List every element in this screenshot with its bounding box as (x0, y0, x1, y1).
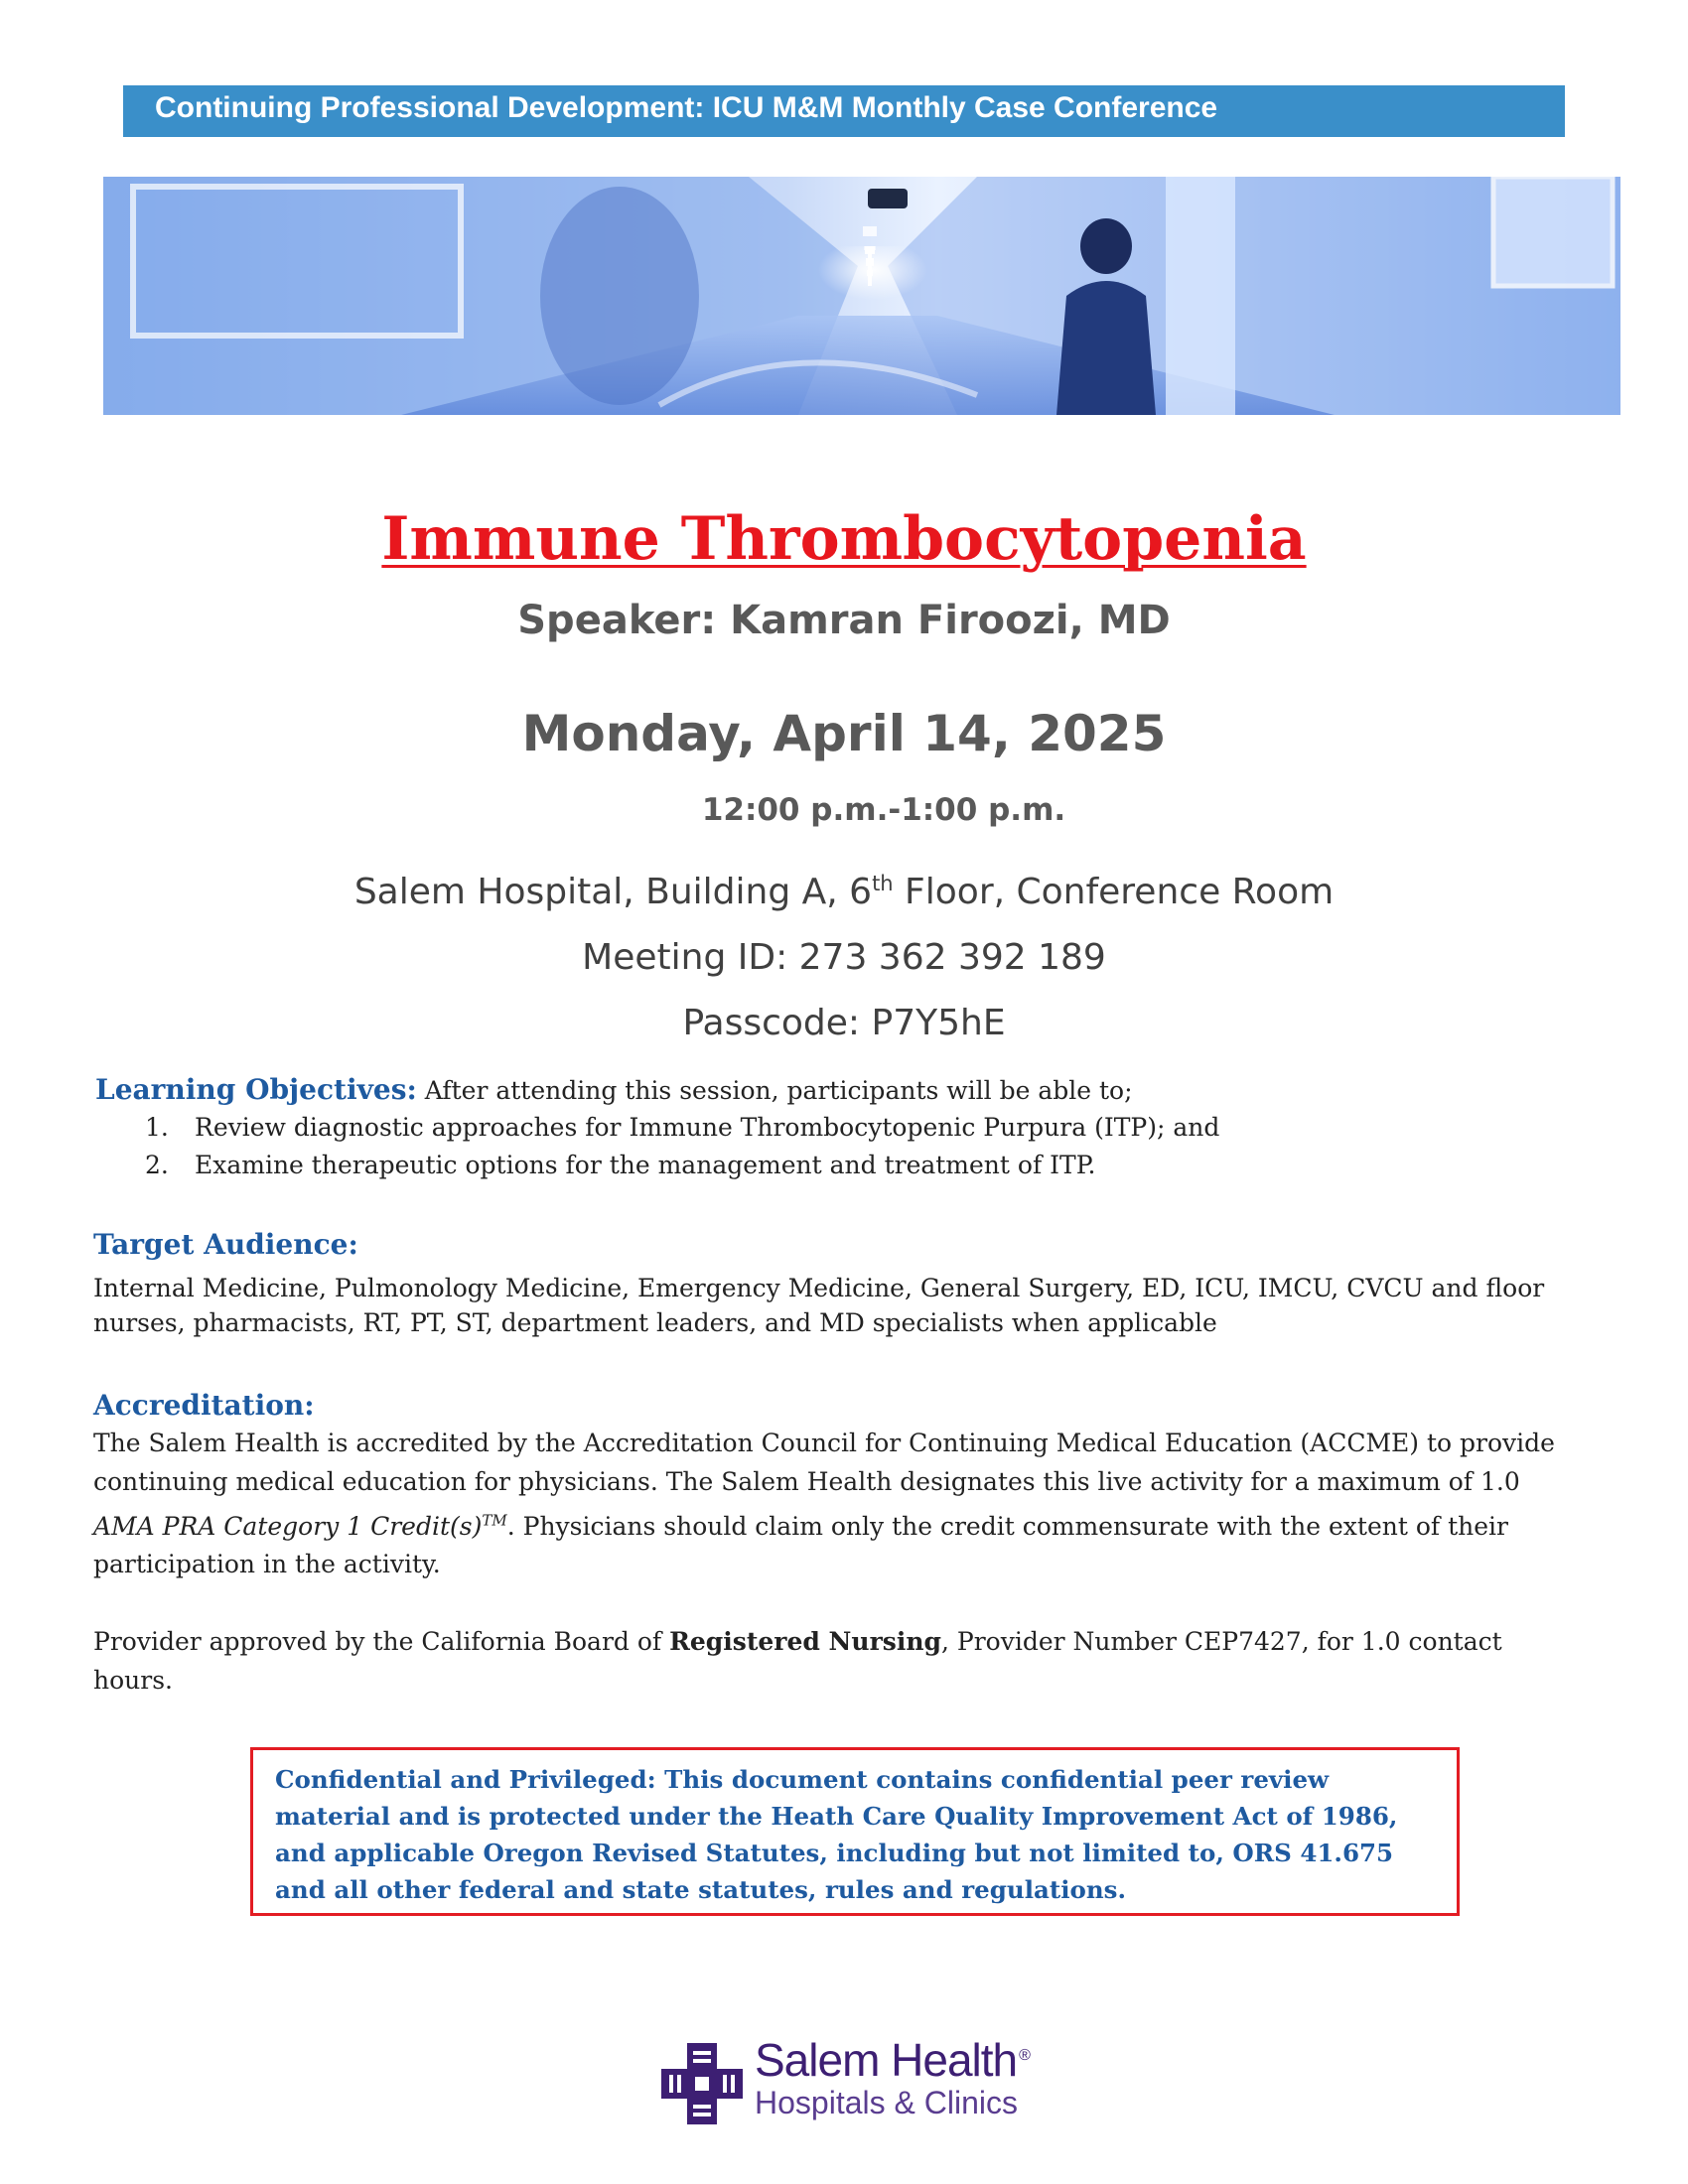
target-audience-line: Internal Medicine, Pulmonology Medicine, Emergency Medicine, General Surgery, ED, ICU, IMCU, CVCU and floor (93, 1274, 1545, 1302)
trademark-sup: TM (482, 1511, 507, 1530)
meeting-id: Meeting ID: 273 362 392 189 (582, 937, 1106, 978)
confidential-line: material and is protected under the Heath Care Quality Improvement Act of 1986, (275, 1802, 1398, 1831)
accreditation-line: participation in the activity. (93, 1550, 441, 1578)
event-time: 12:00 p.m.-1:00 p.m. (701, 792, 1066, 828)
accreditation-heading: Accreditation: (93, 1389, 315, 1422)
objective-number: 2. (145, 1151, 169, 1179)
objectives-intro: After attending this session, participants will be able to; (416, 1076, 1133, 1105)
header-bar (123, 85, 1565, 137)
accreditation-line: continuing medical education for physicians. The Salem Health designates this live activity for a maximum of 1.0 (93, 1467, 1520, 1496)
event-location (0, 872, 1688, 912)
objective-item (145, 1110, 1219, 1146)
target-audience-line: nurses, pharmacists, RT, PT, ST, department leaders, and MD specialists when applicable (93, 1308, 1217, 1337)
location-sup: th (872, 872, 894, 895)
location-pre: Salem Hospital, Building A, 6 (353, 872, 873, 912)
accreditation-line: The Salem Health is accredited by the Accreditation Council for Continuing Medical Education (ACCME) to provide (93, 1429, 1555, 1457)
confidential-line: Confidential and Privileged: This document contains confidential peer review (275, 1765, 1330, 1794)
logo-name (755, 2033, 1030, 2087)
speaker-line: Speaker: Kamran Firoozi, MD (517, 598, 1171, 643)
objective-text: Review diagnostic approaches for Immune Thrombocytopenic Purpura (ITP); and (195, 1113, 1220, 1142)
provider-line (93, 1624, 1502, 1660)
event-title: Immune Thrombocytopenia (381, 504, 1307, 574)
event-date: Monday, April 14, 2025 (521, 705, 1167, 762)
credit-designation: AMA PRA Category 1 Credit(s) (93, 1512, 483, 1541)
learning-objectives (95, 1072, 1133, 1109)
objective-item (145, 1148, 1095, 1183)
confidential-line: and all other federal and state statutes, rules and regulations. (275, 1875, 1126, 1904)
provider-pre: Provider approved by the California Board of (93, 1627, 670, 1656)
objectives-heading: Learning Objectives: (95, 1073, 417, 1106)
objective-number: 1. (145, 1113, 169, 1142)
cross-logo-icon (659, 2041, 745, 2126)
provider-post: , Provider Number CEP7427, for 1.0 contact (940, 1627, 1502, 1656)
objective-text: Examine therapeutic options for the management and treatment of ITP. (195, 1151, 1096, 1179)
accreditation-line (93, 1509, 1508, 1545)
logo-name-text: Salem Health (755, 2034, 1018, 2086)
confidential-line: and applicable Oregon Revised Statutes, including but not limited to, ORS 41.675 (275, 1839, 1394, 1867)
hospital-corridor-banner-image (103, 177, 1620, 415)
salem-health-logo (659, 2035, 1076, 2130)
confidential-notice-box (250, 1747, 1460, 1916)
location-post: Floor, Conference Room (893, 872, 1335, 912)
registered-mark: ® (1019, 2046, 1030, 2064)
provider-line: hours. (93, 1666, 173, 1695)
credit-rest: . Physicians should claim only the credit commensurate with the extent of their (506, 1512, 1508, 1541)
passcode: Passcode: P7Y5hE (682, 1003, 1006, 1043)
header-bar-text: Continuing Professional Development: ICU M&M Monthly Case Conference (155, 91, 1218, 124)
logo-subtitle: Hospitals & Clinics (755, 2085, 1018, 2120)
target-audience-heading: Target Audience: (93, 1228, 358, 1261)
provider-bold: Registered Nursing (669, 1627, 941, 1656)
